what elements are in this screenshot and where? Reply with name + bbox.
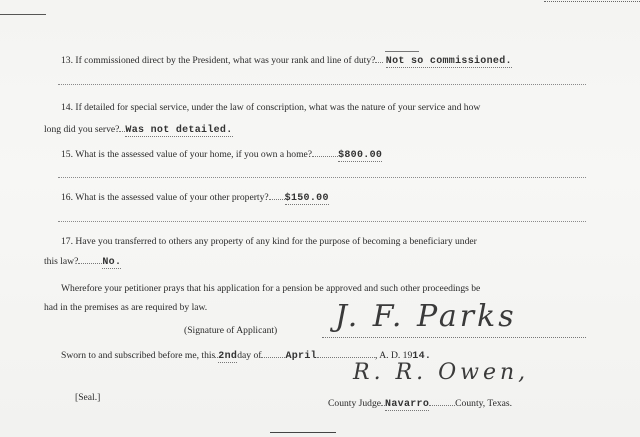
sworn-day: 2nd	[218, 351, 238, 362]
question-16-answer: $150.00	[284, 193, 329, 204]
signature-label-text: (Signature of Applicant)	[184, 325, 278, 336]
top-right-edge-mark	[544, 1, 640, 2]
question-17	[61, 237, 477, 247]
sworn-month: April	[285, 351, 317, 362]
seal-text: [Seal.]	[75, 392, 101, 403]
county-name: Navarro	[385, 399, 430, 410]
wherefore-text-2: had in the premises as are required by law.	[44, 302, 208, 313]
wherefore-line-1	[61, 284, 480, 294]
sworn-day-of: day of	[237, 350, 262, 361]
bottom-edge-mark	[270, 432, 336, 433]
applicant-signature: J. F. Parks	[335, 299, 517, 334]
wherefore-text-1: Wherefore your petitioner prays that his application for a pension be approved and such other proceedings be	[61, 283, 481, 294]
top-edge-mark	[0, 14, 46, 15]
question-14-cont	[44, 123, 233, 136]
question-14-cont-text: long did you serve?	[44, 124, 120, 135]
question-17-cont-text: this law?	[44, 256, 79, 267]
question-15	[61, 148, 382, 161]
question-14-answer: Was not detailed.	[125, 125, 233, 136]
question-13	[61, 54, 512, 67]
question-14-text: 14. If detailed for special service, under the law of conscription, what was the nature of your service and how	[61, 102, 481, 113]
sworn-ad: , A. D. 19	[374, 350, 413, 361]
question-16-text: 16. What is the assessed value of your other property?	[61, 192, 269, 203]
signature-underline	[322, 337, 586, 338]
county-suffix: County, Texas.	[455, 398, 513, 409]
rule-15	[58, 177, 586, 178]
question-16	[61, 191, 329, 204]
question-15-text: 15. What is the assessed value of your home, if you own a home?	[61, 149, 313, 160]
question-17-text: 17. Have you transferred to others any property of any kind for the purpose of becoming a beneficiary under	[61, 236, 477, 247]
county-judge-line	[328, 397, 512, 410]
question-14	[61, 103, 480, 113]
signature-label	[184, 326, 277, 336]
question-13-text: 13. If commissioned direct by the President, what was your rank and line of duty?	[61, 55, 376, 66]
question-17-cont	[44, 255, 121, 268]
county-judge-title: County Judge	[328, 398, 382, 409]
judge-signature: R. R. Owen,	[353, 360, 530, 385]
question-13-answer: Not so commissioned.	[385, 56, 512, 67]
sworn-year: 14.	[412, 351, 432, 362]
question-15-answer: $800.00	[338, 150, 383, 161]
rule-16	[58, 221, 586, 222]
sworn-prefix: Sworn to and subscribed before me, this	[61, 350, 216, 361]
overline-mark	[385, 51, 419, 52]
question-17-answer: No.	[102, 257, 122, 268]
wherefore-line-2	[44, 303, 207, 313]
seal-label	[75, 393, 100, 403]
rule-13	[58, 84, 586, 85]
